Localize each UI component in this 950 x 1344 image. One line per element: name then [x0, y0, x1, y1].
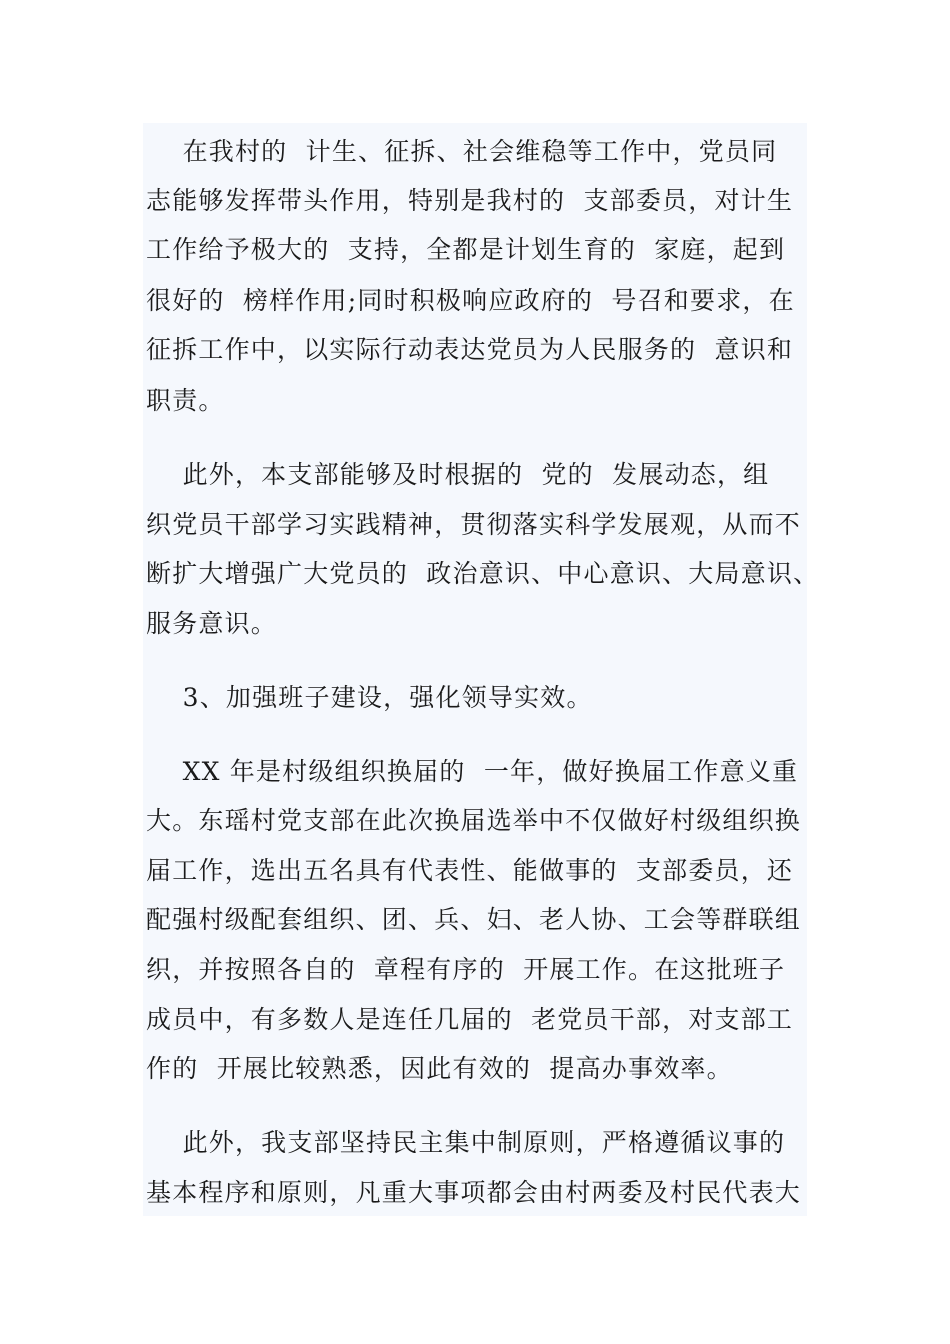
paragraph-4-line-5: 织，并按照各自的 章程有序的 开展工作。在这批班子 [146, 955, 786, 984]
section-heading-3: 3、加强班子建设，强化领导实效。 [146, 683, 593, 712]
paragraph-1-line-5: 征拆工作中，以实际行动表达党员为人民服务的 意识和 [146, 335, 794, 364]
paragraph-4-line-7: 作的 开展比较熟悉，因此有效的 提高办事效率。 [146, 1054, 733, 1083]
paragraph-4-line-1: XX 年是村级组织换届的 一年，做好换届工作意义重 [146, 757, 799, 786]
paragraph-1-line-2: 志能够发挥带头作用，特别是我村的 支部委员，对计生 [146, 186, 794, 215]
paragraph-5-line-2: 基本程序和原则，凡重大事项都会由村两委及村民代表大 [146, 1178, 802, 1207]
paragraph-1-line-6: 职责。 [146, 386, 225, 415]
paragraph-4-line-4: 配强村级配套组织、团、兵、妇、老人协、工会等群联组 [146, 905, 802, 934]
paragraph-2-line-2: 织党员干部学习实践精神，贯彻落实科学发展观，从而不 [146, 510, 802, 539]
paragraph-1-line-4: 很好的 榜样作用;同时积极响应政府的 号召和要求，在 [146, 286, 795, 315]
paragraph-4-line-6: 成员中，有多数人是连任几届的 老党员干部，对支部工 [146, 1005, 794, 1034]
paragraph-4-line-3: 届工作，选出五名具有代表性、能做事的 支部委员，还 [146, 856, 794, 885]
paragraph-2-line-1: 此外，本支部能够及时根据的 党的 发展动态，组 [146, 460, 770, 489]
paragraph-5-line-1: 此外，我支部坚持民主集中制原则，严格遵循议事的 [146, 1128, 786, 1157]
paragraph-1-line-1: 在我村的 计生、征拆、社会维稳等工作中，党员同 [146, 137, 778, 166]
paragraph-2-line-3: 断扩大增强广大党员的 政治意识、中心意识、大局意识、 [146, 559, 820, 588]
paragraph-4-line-2: 大。东瑶村党支部在此次换届选举中不仅做好村级组织换 [146, 806, 802, 835]
paragraph-1-line-3: 工作给予极大的 支持，全都是计划生育的 家庭，起到 [146, 235, 786, 264]
paragraph-2-line-4: 服务意识。 [146, 609, 278, 638]
